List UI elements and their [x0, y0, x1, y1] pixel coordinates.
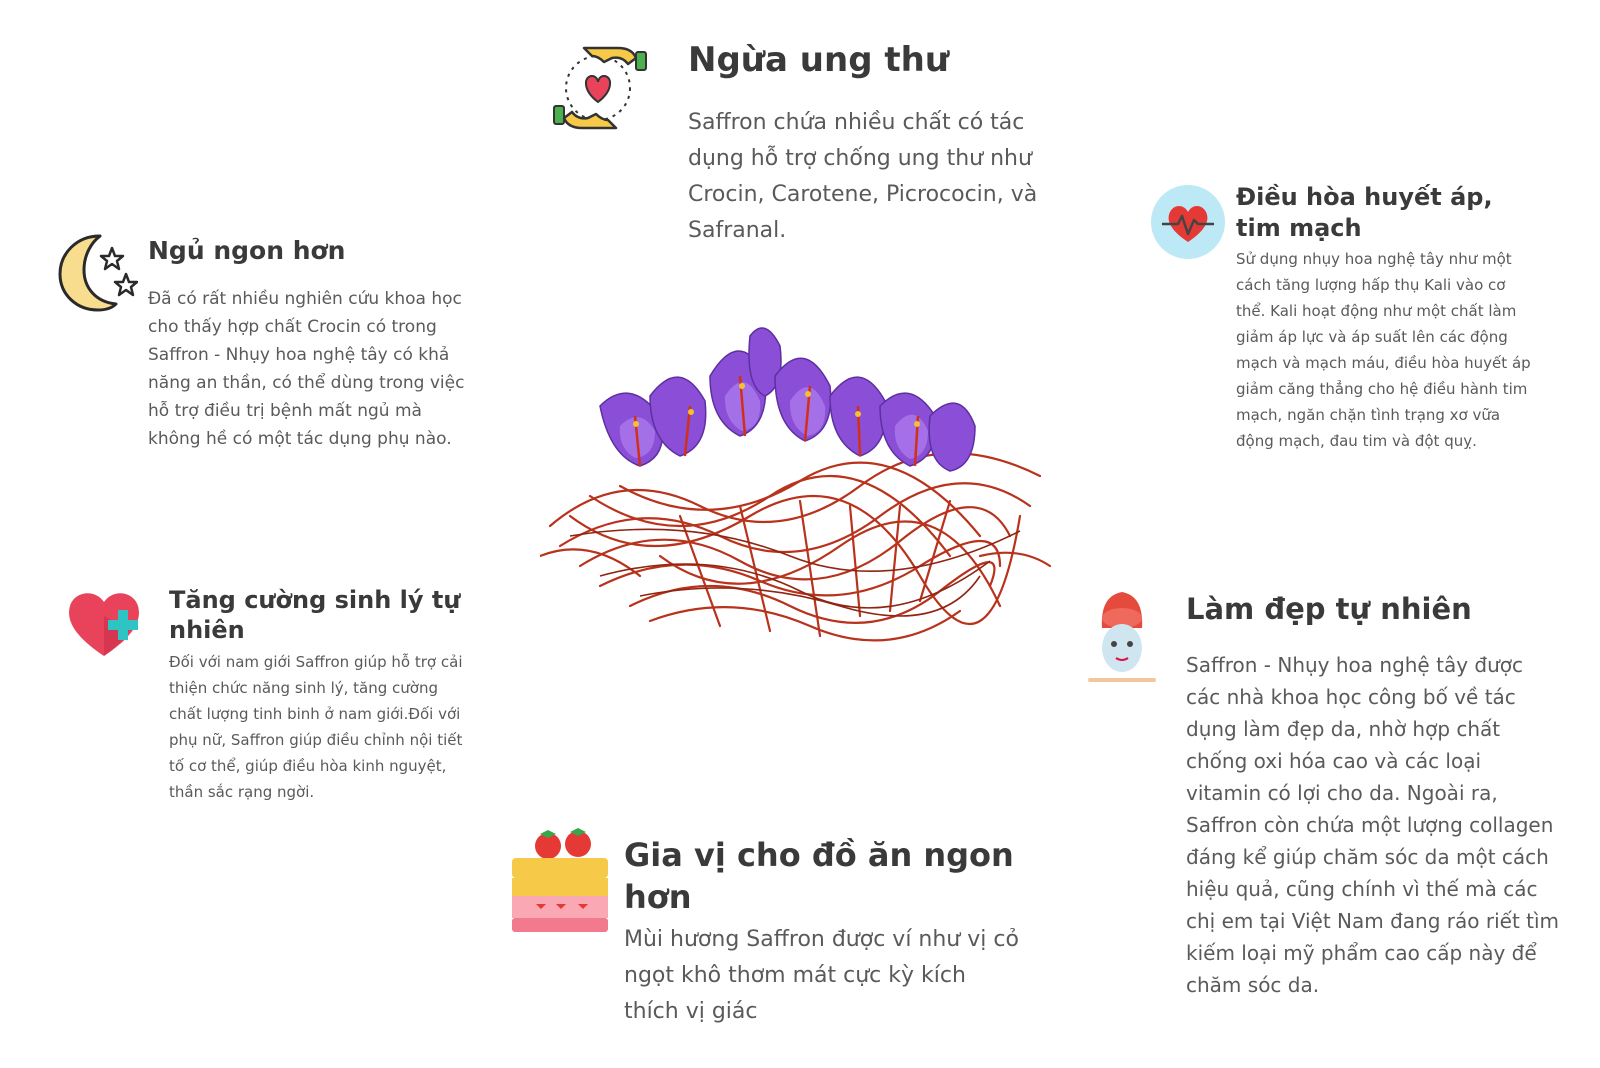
- section-description: Saffron chứa nhiều chất có tác dụng hỗ trợ chống ung thư như Crocin, Carotene, Picrococin, và Safranal.: [688, 110, 1038, 244]
- section-title: Làm đẹp tự nhiên: [1186, 592, 1472, 626]
- strawberry-cake-icon: [508, 828, 612, 940]
- section-description: Sử dụng nhụy hoa nghệ tây như một cách tăng lượng hấp thụ Kali vào cơ thể. Kali hoạt động như một chất làm giảm áp lực và áp suất lên các động mạch và mạch máu, điều hòa huyết áp giảm căng thẳng cho hệ điều hành tim mạch, ngăn chặn tình trạng xơ vữa động mạch, đau tim và đột quỵ.: [1236, 250, 1531, 450]
- section-description: Đối với nam giới Saffron giúp hỗ trợ cải thiện chức năng sinh lý, tăng cường chất lượng tinh binh ở nam giới.Đối với phụ nữ, Saffron giúp điều chỉnh nội tiết tố cơ thể, giúp điều hòa kinh nguyệt, thần sắc rạng ngời.: [169, 653, 463, 801]
- section-description: Đã có rất nhiều nghiên cứu khoa học cho thấy hợp chất Crocin có trong Saffron - Nhụy hoa nghệ tây có khả năng an thần, có thể dùng trong việc hỗ trợ điều trị bệnh mất ngủ mà không hề có một tác dụng phụ nào.: [148, 288, 465, 449]
- moon-stars-icon: [54, 230, 138, 314]
- section-description: Saffron - Nhụy hoa nghệ tây được các nhà khoa học công bố về tác dụng làm đẹp da, nhờ hợp chất chống oxi hóa cao và các loại vitamin có lợi cho da. Ngoài ra, Saffron còn chứa một lượng collagen đáng kể giúp chăm sóc da một cách hiệu quả, cũng chính vì thế mà các chị em tại Việt Nam đang ráo riết tìm kiếm loại mỹ phẩm cao cấp này để chăm sóc da.: [1186, 653, 1560, 998]
- saffron-flowers-image: [540, 316, 1060, 656]
- hands-heart-icon: [548, 40, 652, 136]
- section-title: Tăng cường sinh lý tự nhiên: [169, 586, 461, 644]
- section-blood-pressure: [1236, 182, 1536, 454]
- section-better-sleep: [148, 236, 468, 453]
- section-natural-beauty: [1186, 592, 1562, 1001]
- section-prevent-cancer: [688, 40, 1068, 249]
- section-spice: [624, 834, 1024, 1030]
- section-description: Mùi hương Saffron được ví như vị cỏ ngọt khô thơm mát cực kỳ kích thích vị giác: [624, 927, 1019, 1024]
- section-natural-vitality: [169, 585, 469, 805]
- section-title: Điều hòa huyết áp, tim mạch: [1236, 183, 1493, 242]
- heartbeat-icon: [1150, 184, 1226, 260]
- heart-plus-icon: [64, 586, 144, 660]
- section-title: Ngủ ngon hơn: [148, 236, 346, 265]
- section-title: Ngừa ung thư: [688, 40, 950, 80]
- section-title: Gia vị cho đồ ăn ngon hơn: [624, 836, 1014, 916]
- face-mask-icon: [1084, 588, 1160, 688]
